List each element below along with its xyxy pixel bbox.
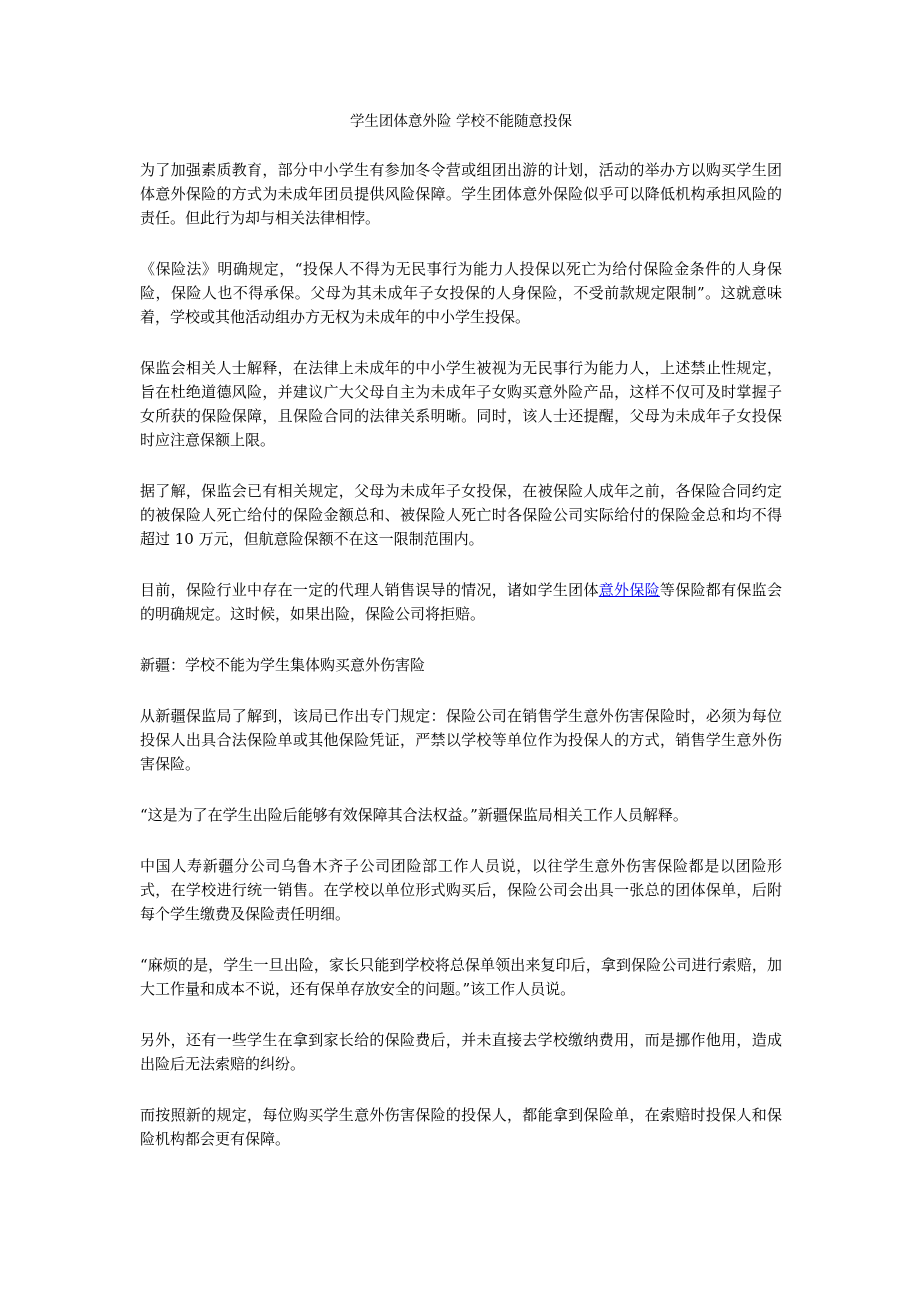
article-title: 学生团体意外险 学校不能随意投保 xyxy=(349,114,573,130)
paragraph-5-text-after: 等保险都有保监会的明确规定。这时候，如果出险，保险公司将拒赔。 xyxy=(140,581,782,623)
paragraph-9: “麻烦的是，学生一旦出险，家长只能到学校将总保单领出来复印后，拿到保险公司进行索赔，加大工作量和成本不说，还有保单存放安全的问题。”该工作人员说。 xyxy=(140,956,782,998)
paragraph-5-text-before: 目前，保险行业中存在一定的代理人销售误导的情况，诸如学生团体 xyxy=(140,581,599,599)
paragraph-8: 中国人寿新疆分公司乌鲁木齐子公司团险部工作人员说，以往学生意外伤害保险都是以团险形式，在学校进行统一销售。在学校以单位形式购买后，保险公司会出具一张总的团体保单，后附每个学生缴费及保险责任明细。 xyxy=(140,857,782,923)
paragraph-4: 据了解，保监会已有相关规定，父母为未成年子女投保，在被保险人成年之前，各保险合同约定的被保险人死亡给付的保险金额总和、被保险人死亡时各保险公司实际给付的保险金总和均不得超过 10 万元，但航意险保额不在这一限制范围内。 xyxy=(140,482,782,548)
paragraph-7: “这是为了在学生出险后能够有效保障其合法权益。”新疆保监局相关工作人员解释。 xyxy=(140,806,688,824)
paragraph-6: 从新疆保监局了解到，该局已作出专门规定：保险公司在销售学生意外伤害保险时，必须为每位投保人出具合法保险单或其他保险凭证，严禁以学校等单位作为投保人的方式，销售学生意外伤害保险。 xyxy=(140,707,782,773)
paragraph-10: 另外，还有一些学生在拿到家长给的保险费后，并未直接去学校缴纳费用，而是挪作他用，造成出险后无法索赔的纠纷。 xyxy=(140,1031,782,1073)
paragraph-11: 而按照新的规定，每位购买学生意外伤害保险的投保人，都能拿到保险单，在索赔时投保人和保险机构都会更有保障。 xyxy=(140,1106,782,1148)
paragraph-5 xyxy=(140,578,782,626)
article-body xyxy=(140,112,782,1178)
paragraph-2: 《保险法》明确规定，“投保人不得为无民事行为能力人投保以死亡为给付保险金条件的人身保险，保险人也不得承保。父母为其未成年子女投保的人身保险，不受前款规定限制”。这就意味着，学校或其他活动组办方无权为未成年的中小学生投保。 xyxy=(140,260,782,326)
accident-insurance-link[interactable]: 意外保险 xyxy=(598,581,660,599)
paragraph-3: 保监会相关人士解释，在法律上未成年的中小学生被视为无民事行为能力人，上述禁止性规定，旨在杜绝道德风险，并建议广大父母自主为未成年子女购买意外险产品，这样不仅可及时掌握子女所获的保险保障，且保险合同的法律关系明晰。同时，该人士还提醒，父母为未成年子女投保时应注意保额上限。 xyxy=(140,359,782,449)
paragraph-1: 为了加强素质教育，部分中小学生有参加冬令营或组团出游的计划，活动的举办方以购买学生团体意外保险的方式为未成年团员提供风险保障。学生团体意外保险似乎可以降低机构承担风险的责任。但此行为却与相关法律相悖。 xyxy=(140,161,782,227)
section-heading-xinjiang: 新疆：学校不能为学生集体购买意外伤害险 xyxy=(140,656,426,674)
